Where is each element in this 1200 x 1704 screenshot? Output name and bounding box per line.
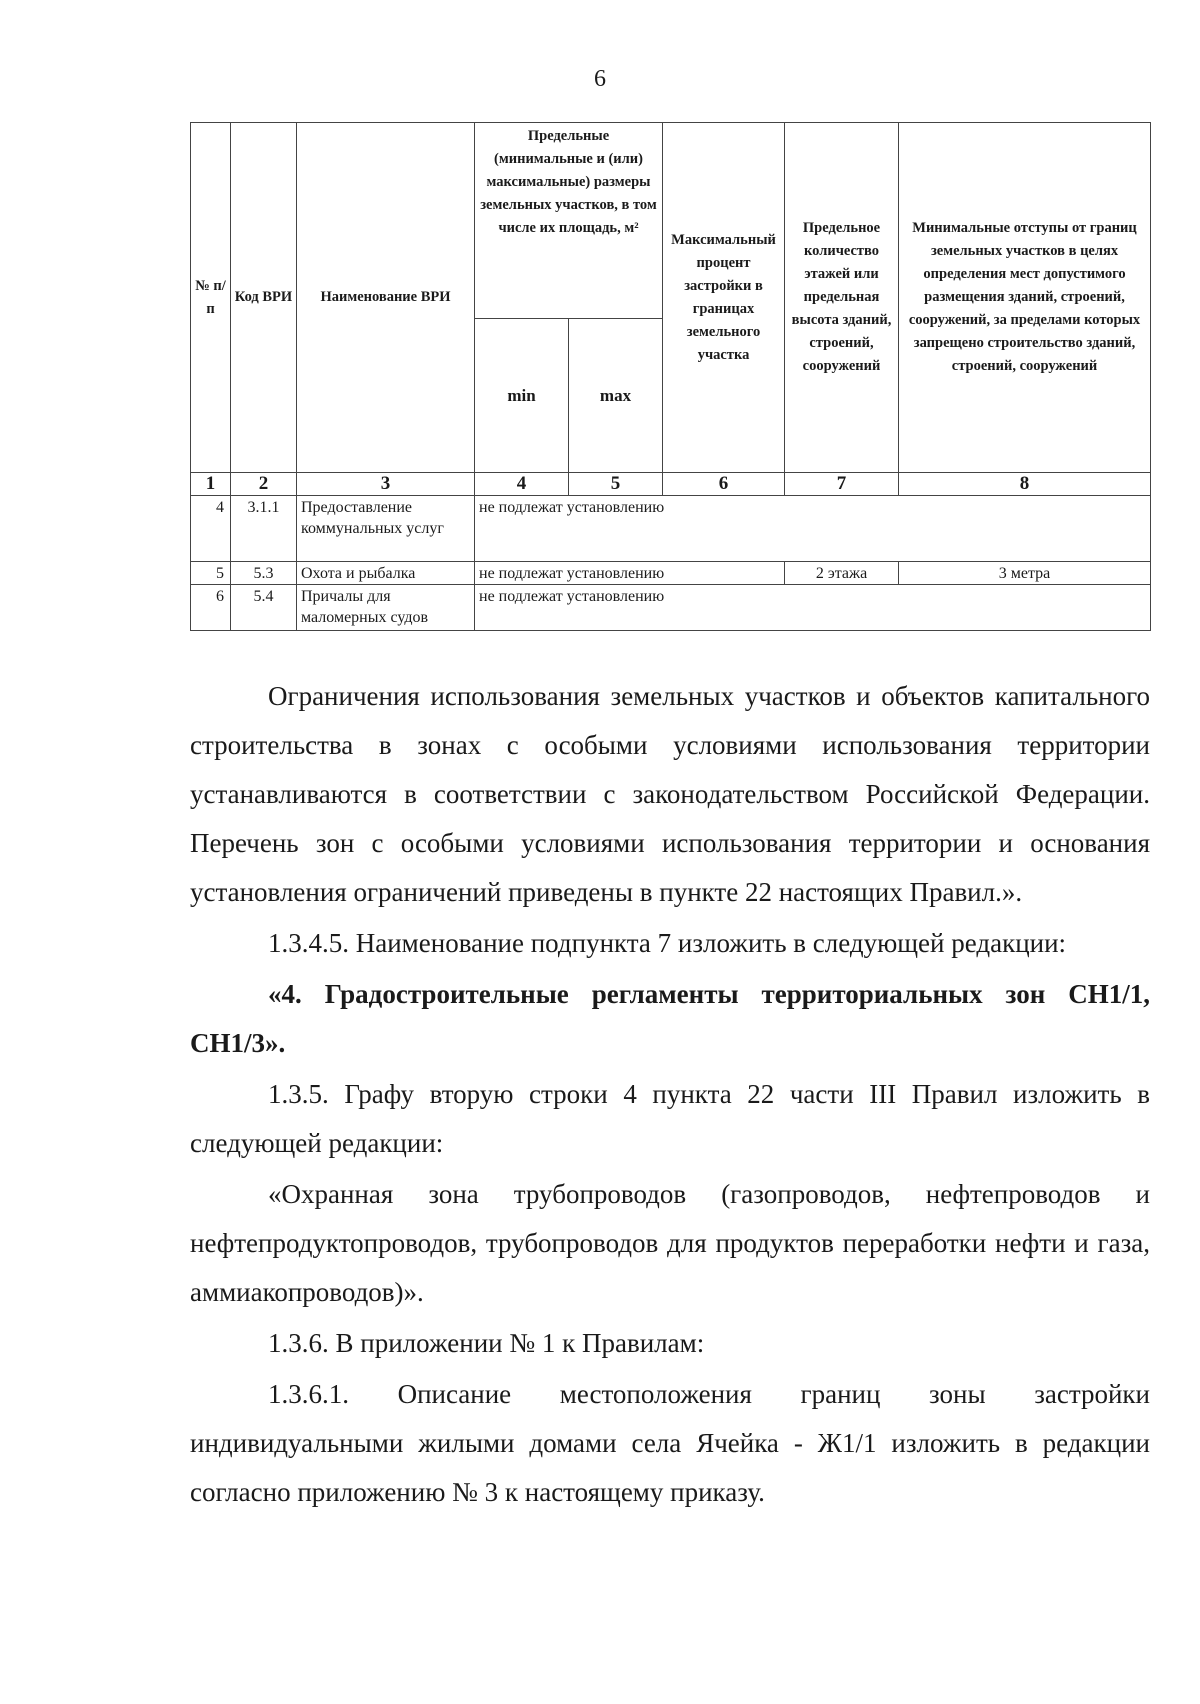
row-params: не подлежат установлению: [475, 562, 785, 585]
column-number: 2: [231, 473, 297, 496]
paragraph: 1.3.6.1. Описание местоположения границ зоны застройки индивидуальными жилыми домами села Ячейка - Ж1/1 изложить в редакции согласно приложению № 3 к настоящему приказу.: [190, 1379, 1150, 1507]
table-row: [191, 496, 1151, 562]
row-params: не подлежат установлению: [475, 585, 1151, 631]
header-floors: Предельное количество этажей или предельная высота зданий, строений, сооружений: [785, 123, 899, 473]
column-number: 3: [297, 473, 475, 496]
header-setbacks: Минимальные отступы от границ земельных участков в целях определения мест допустимого размещения зданий, строений, сооружений, за пределами которых запрещено строительство зданий, строений, сооружений: [899, 123, 1151, 473]
section-heading: «4. Градостроительные регламенты территориальных зон СН1/1, СН1/3».: [190, 979, 1150, 1058]
row-setback: 3 метра: [899, 562, 1151, 585]
column-number-row: [191, 473, 1151, 496]
header-code: Код ВРИ: [231, 123, 297, 473]
zoning-regulations-table: [190, 122, 1151, 631]
paragraph: «Охранная зона трубопроводов (газопроводов, нефтепроводов и нефтепродуктопроводов, трубопроводов для продуктов переработки нефти и газа, аммиакопроводов)».: [190, 1179, 1150, 1307]
row-num: 5: [191, 562, 231, 585]
row-params: не подлежат установлению: [475, 496, 1151, 562]
header-sizes: Предельные (минимальные и (или) максимальные) размеры земельных участков, в том числе их площадь, м²: [475, 123, 663, 319]
header-name: Наименование ВРИ: [297, 123, 475, 473]
header-percent: Максимальный процент застройки в границах земельного участка: [663, 123, 785, 473]
row-code: 5.3: [231, 562, 297, 585]
row-name: Предоставление коммунальных услуг: [297, 496, 475, 562]
table-row: [191, 562, 1151, 585]
row-name: Охота и рыбалка: [297, 562, 475, 585]
column-number: 6: [663, 473, 785, 496]
row-floors: 2 этажа: [785, 562, 899, 585]
row-code: 3.1.1: [231, 496, 297, 562]
page-number: 6: [594, 66, 606, 92]
table-row: [191, 585, 1151, 631]
column-number: 1: [191, 473, 231, 496]
column-number: 4: [475, 473, 569, 496]
header-row-1: [191, 123, 1151, 319]
row-name: Причалы для маломерных судов: [297, 585, 475, 631]
paragraph: Ограничения использования земельных участков и объектов капитального строительства в зонах с особыми условиями использования территории устанавливаются в соответствии с законодательством Российской Федерации. Перечень зон с особыми условиями использования территории и основания установления ограничений приведены в пункте 22 настоящих Правил.».: [190, 681, 1150, 907]
paragraph: 1.3.5. Графу вторую строки 4 пункта 22 части III Правил изложить в следующей редакции:: [190, 1079, 1150, 1158]
paragraph: 1.3.6. В приложении № 1 к Правилам:: [268, 1328, 705, 1358]
row-code: 5.4: [231, 585, 297, 631]
header-max: max: [569, 319, 663, 473]
paragraph: 1.3.4.5. Наименование подпункта 7 изложить в следующей редакции:: [268, 928, 1067, 958]
column-number: 8: [899, 473, 1151, 496]
column-number: 5: [569, 473, 663, 496]
document-body: [190, 672, 1150, 1517]
row-num: 4: [191, 496, 231, 562]
column-number: 7: [785, 473, 899, 496]
header-num: № п/п: [191, 123, 231, 473]
header-min: min: [475, 319, 569, 473]
row-num: 6: [191, 585, 231, 631]
